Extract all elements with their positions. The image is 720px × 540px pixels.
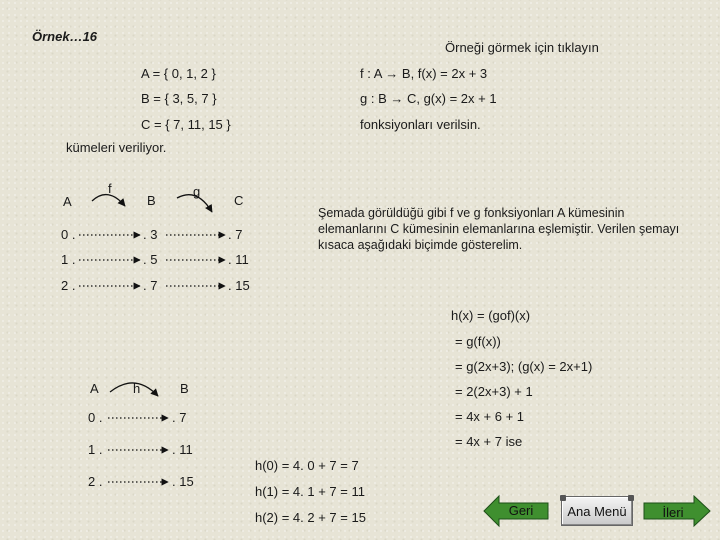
diagram1-a-element: 1 .: [61, 252, 76, 267]
diagram2-b-element: . 11: [172, 442, 193, 457]
diagram2-set-b-label: B: [180, 381, 189, 396]
diagram1-c-element: . 7: [228, 227, 243, 242]
next-button[interactable]: [642, 494, 712, 528]
evaluation-line: h(2) = 4. 2 + 7 = 15: [255, 510, 366, 525]
diagram2-a-element: 1 .: [88, 442, 103, 457]
diagram1-a-element: 2 .: [61, 278, 76, 293]
main-menu-button[interactable]: [561, 496, 633, 526]
back-button-label: Geri: [508, 502, 534, 518]
diagram1-b-element: . 7: [143, 278, 158, 293]
evaluation-line: h(1) = 4. 1 + 7 = 11: [255, 484, 365, 499]
diagram1-g-label: g: [193, 184, 201, 199]
derivation-line: = 2(2x+3) + 1: [455, 384, 533, 399]
diagram1-c-element: . 15: [228, 278, 250, 293]
diagram2-h-label: h: [133, 381, 141, 396]
sets-given-text: kümeleri veriliyor.: [66, 140, 167, 155]
show-example-link[interactable]: Örneği görmek için tıklayın: [445, 40, 599, 55]
diagram2-set-a-label: A: [90, 381, 99, 396]
derivation-line: h(x) = (gof)(x): [451, 308, 531, 323]
diagram1-set-a-label: A: [63, 194, 72, 209]
example-title: Örnek…16: [32, 29, 98, 44]
main-menu-label: Ana Menü: [567, 503, 627, 519]
diagram1-set-b-label: B: [147, 193, 156, 208]
back-button[interactable]: [482, 494, 550, 528]
derivation-line: = 4x + 7 ise: [455, 434, 523, 449]
diagram1-b-element: . 3: [143, 227, 158, 242]
functions-given-text: fonksiyonları verilsin.: [360, 117, 481, 132]
evaluation-line: h(0) = 4. 0 + 7 = 7: [255, 458, 359, 473]
diagram2-b-element: . 15: [172, 474, 194, 489]
explanation-text: Şemada görüldüğü gibi f ve g fonksiyonları A kümesinin elemanlarını C kümesinin elemanlarına eşlemiştir. Verilen şemayı kısaca aşağıdaki biçimde gösterelim.: [318, 206, 680, 252]
corner-rivet-icon: [628, 495, 634, 501]
diagram2-b-element: . 7: [172, 410, 187, 425]
derivation-line: = g(2x+3); (g(x) = 2x+1): [455, 359, 593, 374]
derivation-line: = 4x + 6 + 1: [455, 409, 525, 424]
diagram1-b-element: . 5: [143, 252, 158, 267]
derivation-line: = g(f(x)): [455, 334, 501, 349]
set-c-definition: C = { 7, 11, 15 }: [141, 117, 231, 132]
set-b-definition: B = { 3, 5, 7 }: [141, 91, 217, 106]
corner-rivet-icon: [560, 495, 566, 501]
diagram2-a-element: 2 .: [88, 474, 103, 489]
diagram1-f-label: f: [108, 181, 112, 196]
function-f-definition: f : A → B, f(x) = 2x + 3: [360, 66, 488, 81]
set-a-definition: A = { 0, 1, 2 }: [141, 66, 216, 81]
next-button-label: İleri: [662, 504, 684, 520]
diagram1-c-element: . 11: [228, 252, 249, 267]
function-g-definition: g : B → C, g(x) = 2x + 1: [360, 91, 497, 106]
diagram2-a-element: 0 .: [88, 410, 103, 425]
diagram1-a-element: 0 .: [61, 227, 76, 242]
diagram1-set-c-label: C: [234, 193, 244, 208]
f-curve-arrow: [92, 195, 125, 206]
